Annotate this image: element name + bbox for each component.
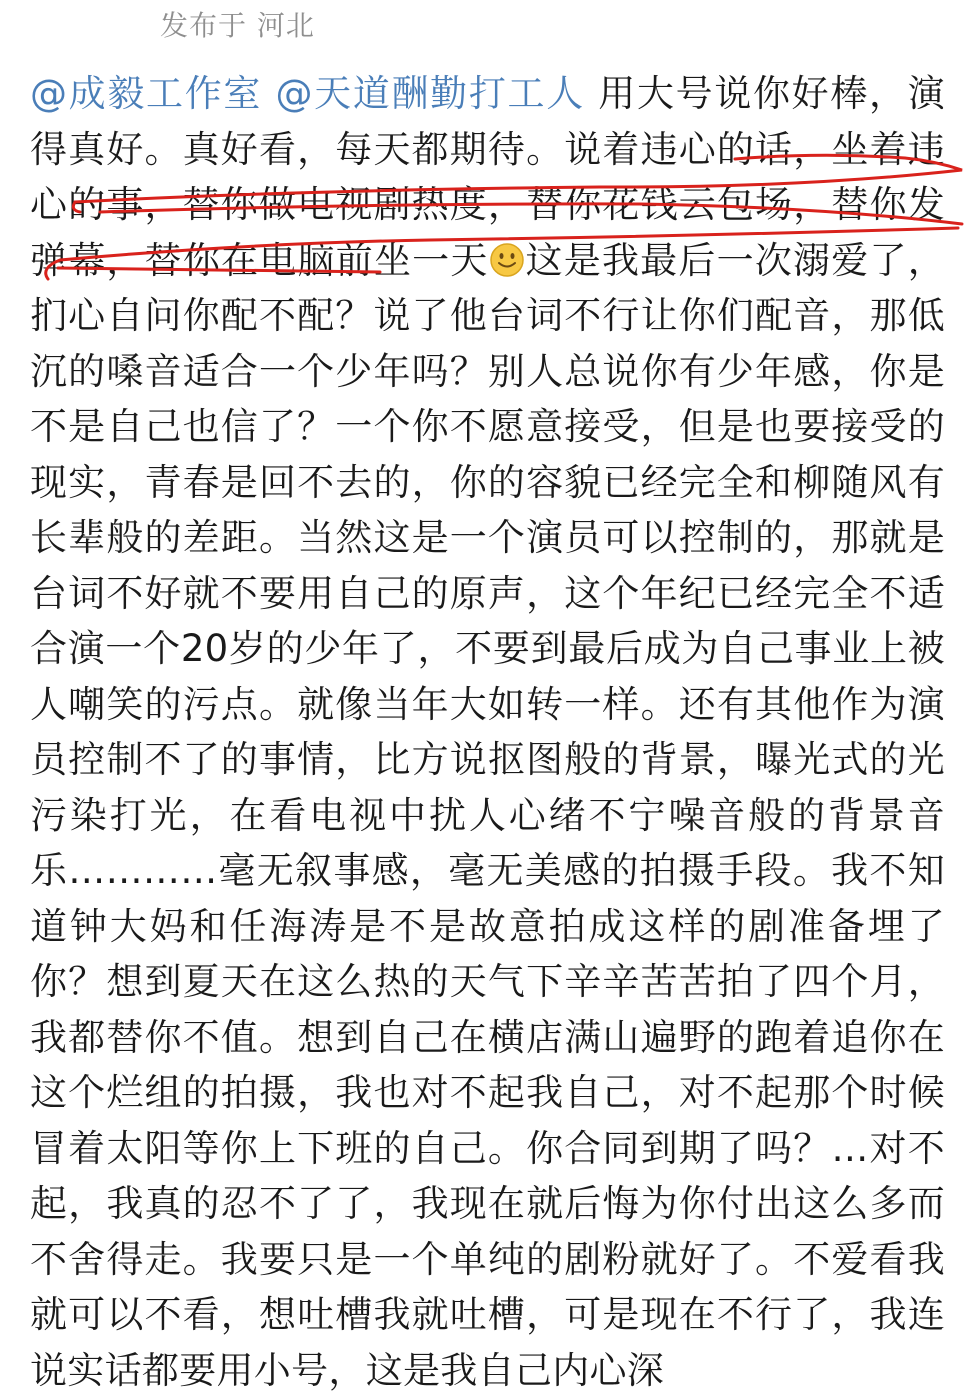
mention-link[interactable]: @成毅工作室 xyxy=(30,72,263,115)
post-body xyxy=(30,66,945,1398)
smile-emoji-icon xyxy=(489,242,525,278)
post-location: 发布于 河北 xyxy=(160,9,315,42)
post-text: 用大号说你好棒，演得真好。真好看，每天都期待。说着违心的话，坐着违心的事，替你做电视剧热度，替你花钱云包场，替你发弹幕，替你在电脑前坐一天 xyxy=(30,72,945,282)
post-text: 这是我最后一次溺爱了，扪心自问你配不配？说了他台词不行让你们配音，那低沉的嗓音适合一个少年吗？别人总说你有少年感，你是不是自己也信了？一个你不愿意接受，但是也要接受的现实，青春是回不去的，你的容貌已经完全和柳随风有长辈般的差距。当然这是一个演员可以控制的，那就是台词不好就不要用自己的原声，这个年纪已经完全不适合演一个20岁的少年了，不要到最后成为自己事业上被人嘲笑的污点。就像当年大如转一样。还有其他作为演员控制不了的事情，比方说抠图般的背景，曝光式的光污染打光，在看电视中扰人心绪不宁噪音般的背景音乐…………毫无叙事感，毫无美感的拍摄手段。我不知道钟大妈和任海涛是不是故意拍成这样的剧准备埋了你？想到夏天在这么热的天气下辛辛苦苦拍了四个月，我都替你不值。想到自己在横店满山遍野的跑着追你在这个烂组的拍摄，我也对不起我自己，对不起那个时候冒着太阳等你上下班的自己。你合同到期了吗？…对不起，我真的忍不了了，我现在就后悔为你付出这么多而不舍得走。我要只是一个单纯的剧粉就好了。不爱看我就可以不看，想吐槽我就吐槽，可是现在不行了，我连说实话都要用小号，这是我自己内心深 xyxy=(30,238,945,1392)
mention-link[interactable]: @天道酬勤打工人 xyxy=(275,72,585,115)
